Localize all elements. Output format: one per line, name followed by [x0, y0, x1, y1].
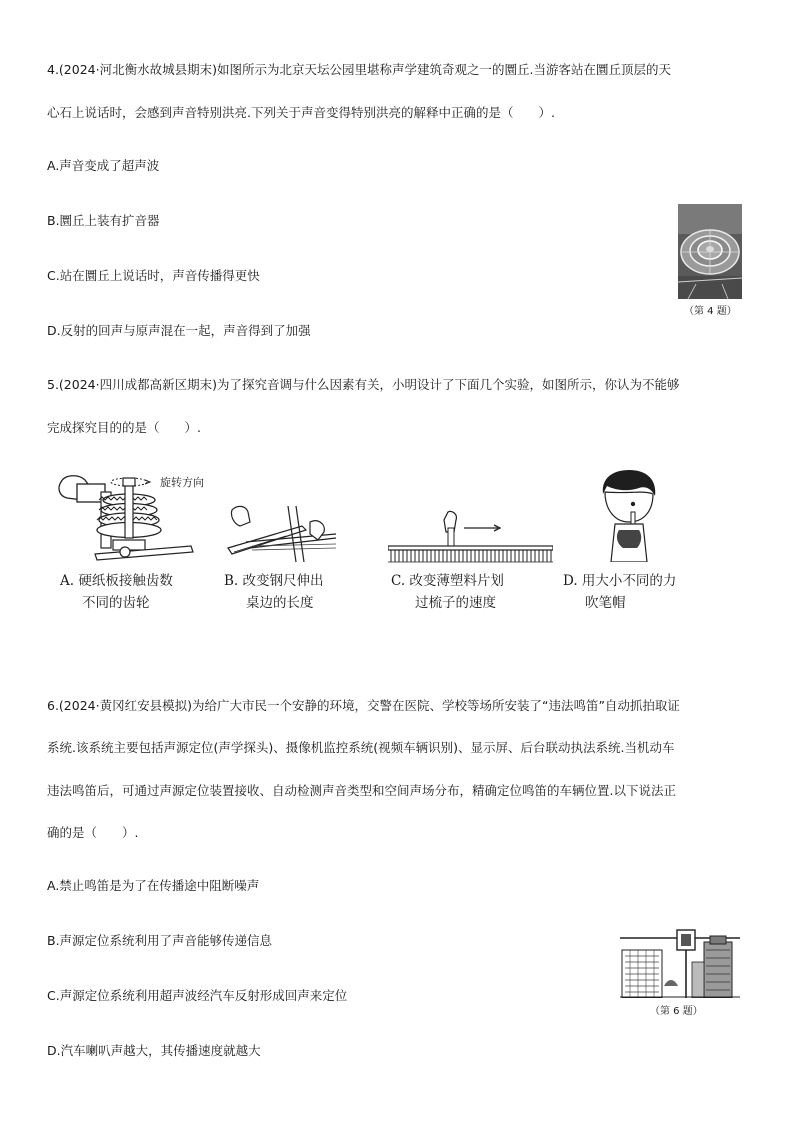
q4-option-c: C.站在圜丘上说话时，声音传播得更快	[47, 268, 260, 283]
q5-stem-line2: 完成探究目的的是（ ）.	[47, 420, 201, 435]
q5-stem-line1: 5.(2024·四川成都高新区期末)为了探究音调与什么因素有关，小明设计了下面几个实验，如图所示，你认为不能够	[47, 377, 680, 392]
q6-stem-line2: 系统.该系统主要包括声源定位(声学探头)、摄像机监控系统(视频车辆识别)、显示屏、后台联动执法系统.当机动车	[47, 740, 675, 755]
q6-stem-line1: 6.(2024·黄冈红安县模拟)为给广大市民一个安静的环境，交警在医院、学校等场所安装了“违法鸣笛”自动抓拍取证	[47, 698, 680, 713]
q5-caption-a: A. 硬纸板接触齿数 不同的齿轮	[60, 573, 173, 611]
q4-figure-caption: （第 4 题）	[684, 306, 737, 317]
q4-figure-photo	[678, 204, 742, 299]
q4-option-a: A.声音变成了超声波	[47, 158, 160, 173]
q6-figure-street	[620, 928, 740, 998]
q5-caption-b: B. 改变钢尺伸出 桌边的长度	[224, 573, 324, 611]
q4-stem-line1: 4.(2024·河北衡水故城县期末)如图所示为北京天坛公园里堪称声学建筑奇观之一的圜丘.当游客站在圜丘顶层的天	[47, 62, 671, 77]
q6-option-c: C.声源定位系统利用超声波经汽车反射形成回声来定位	[47, 988, 348, 1003]
q5-caption-c: C. 改变薄塑料片划 过梳子的速度	[391, 573, 504, 611]
q5-caption-d: D. 用大小不同的力 吹笔帽	[563, 573, 677, 611]
q4-stem-line2: 心石上说话时，会感到声音特别洪亮.下列关于声音变得特别洪亮的解释中正确的是（ ）.	[47, 105, 555, 120]
q6-figure-caption: （第 6 题）	[650, 1006, 703, 1017]
q6-stem-line3: 违法鸣笛后，可通过声源定位装置接收、自动检测声音类型和空间声场分布，精确定位鸣笛的车辆位置.以下说法正	[47, 783, 676, 798]
q5-figure-b-ruler	[226, 502, 338, 562]
q5-figure-c-comb	[388, 510, 553, 566]
q5-rotate-label: 旋转方向	[160, 476, 204, 489]
q4-option-d: D.反射的回声与原声混在一起，声音得到了加强	[47, 323, 311, 338]
q6-option-b: B.声源定位系统利用了声音能够传递信息	[47, 933, 273, 948]
q4-option-b: B.圜丘上装有扩音器	[47, 213, 160, 228]
q6-option-a: A.禁止鸣笛是为了在传播途中阻断噪声	[47, 878, 260, 893]
q6-stem-line4: 确的是（ ）.	[47, 825, 139, 840]
q6-option-d: D.汽车喇叭声越大，其传播速度就越大	[47, 1043, 261, 1058]
q5-figure-d-boy	[597, 470, 661, 562]
